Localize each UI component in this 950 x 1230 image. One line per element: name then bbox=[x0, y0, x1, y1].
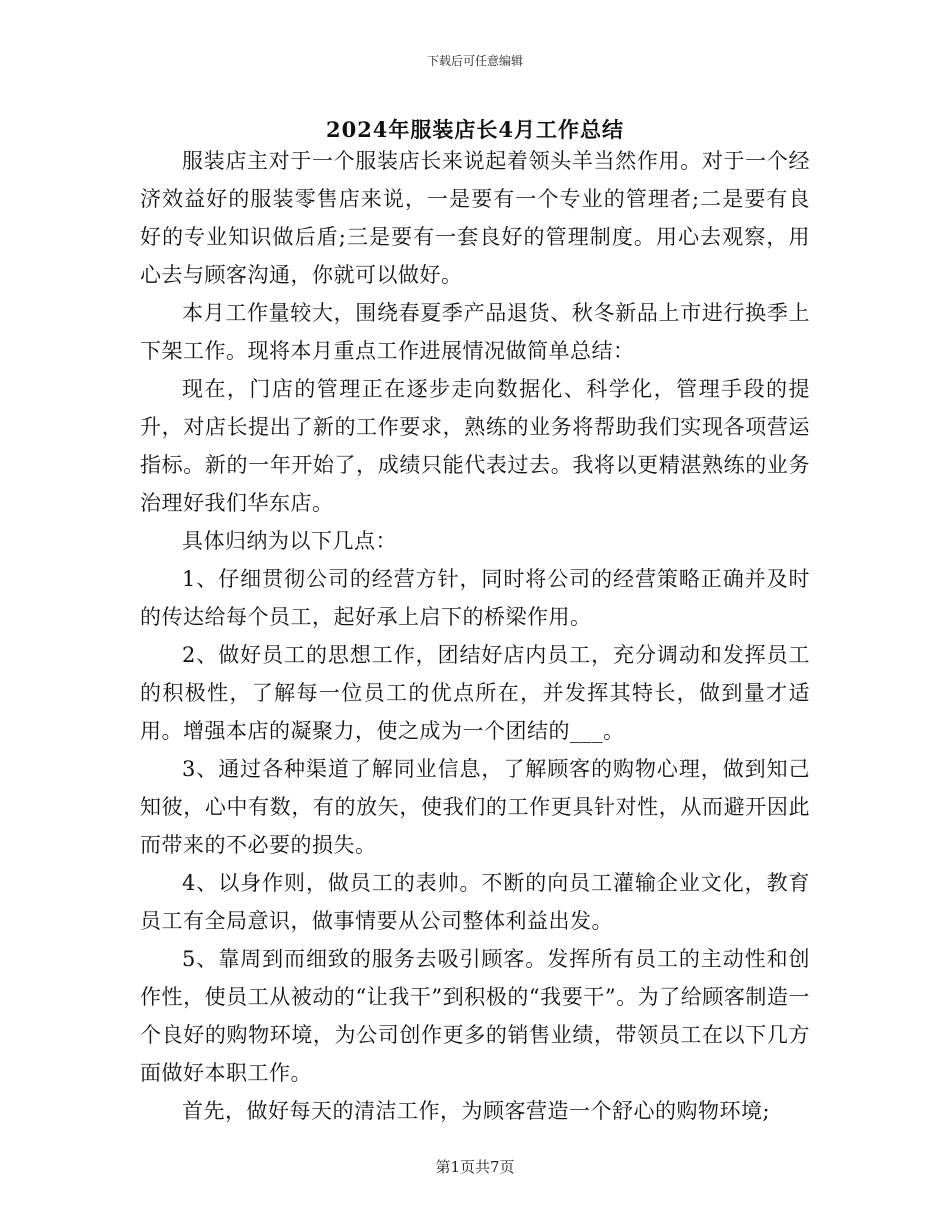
paragraph-point-5: 5、靠周到而细致的服务去吸引顾客。发挥所有员工的主动性和创作性，使员工从被动的“让我干”到积极的“我要干”。为了给顾客制造一个良好的购物环境，为公司创作更多的销售业绩，带领员工在以下几方面做好本职工作。 bbox=[140, 947, 810, 1085]
paragraph-intro: 服装店主对于一个服装店长来说起着领头羊当然作用。对于一个经济效益好的服装零售店来说，一是要有一个专业的管理者;二是要有良好的专业知识做后盾;三是要有一套良好的管理制度。用心去观察，用心去与顾客沟通，你就可以做好。 bbox=[140, 149, 810, 287]
paragraph-management-status: 现在，门店的管理正在逐步走向数据化、科学化，管理手段的提升，对店长提出了新的工作要求，熟练的业务将帮助我们实现各项营运指标。新的一年开始了，成绩只能代表过去。我将以更精湛熟练的业务治理好我们华东店。 bbox=[140, 377, 810, 515]
paragraph-point-2: 2、做好员工的思想工作，团结好店内员工，充分调动和发挥员工的积极性，了解每一位员工的优点所在，并发挥其特长，做到量才适用。增强本店的凝聚力，使之成为一个团结的___。 bbox=[140, 643, 810, 743]
document-body bbox=[140, 142, 810, 1130]
page-number: 第1页共7页 bbox=[435, 1158, 515, 1176]
document-title: 2024年服装店长4月工作总结 bbox=[325, 117, 625, 142]
paragraph-point-4: 4、以身作则，做员工的表帅。不断的向员工灌输企业文化，教育员工有全局意识，做事情要从公司整体利益出发。 bbox=[140, 871, 810, 933]
page-header-note: 下载后可任意编辑 bbox=[426, 54, 523, 68]
paragraph-first-task: 首先，做好每天的清洁工作，为顾客营造一个舒心的购物环境; bbox=[182, 1099, 771, 1123]
paragraph-point-1: 1、仔细贯彻公司的经营方针，同时将公司的经营策略正确并及时的传达给每个员工，起好承上启下的桥梁作用。 bbox=[140, 567, 810, 629]
paragraph-point-3: 3、通过各种渠道了解同业信息，了解顾客的购物心理，做到知己知彼，心中有数，有的放矢，使我们的工作更具针对性，从而避开因此而带来的不必要的损失。 bbox=[140, 757, 810, 857]
paragraph-summary-lead: 具体归纳为以下几点： bbox=[182, 529, 397, 553]
paragraph-monthly-workload: 本月工作量较大，围绕春夏季产品退货、秋冬新品上市进行换季上下架工作。现将本月重点工作进展情况做简单总结： bbox=[140, 301, 810, 363]
